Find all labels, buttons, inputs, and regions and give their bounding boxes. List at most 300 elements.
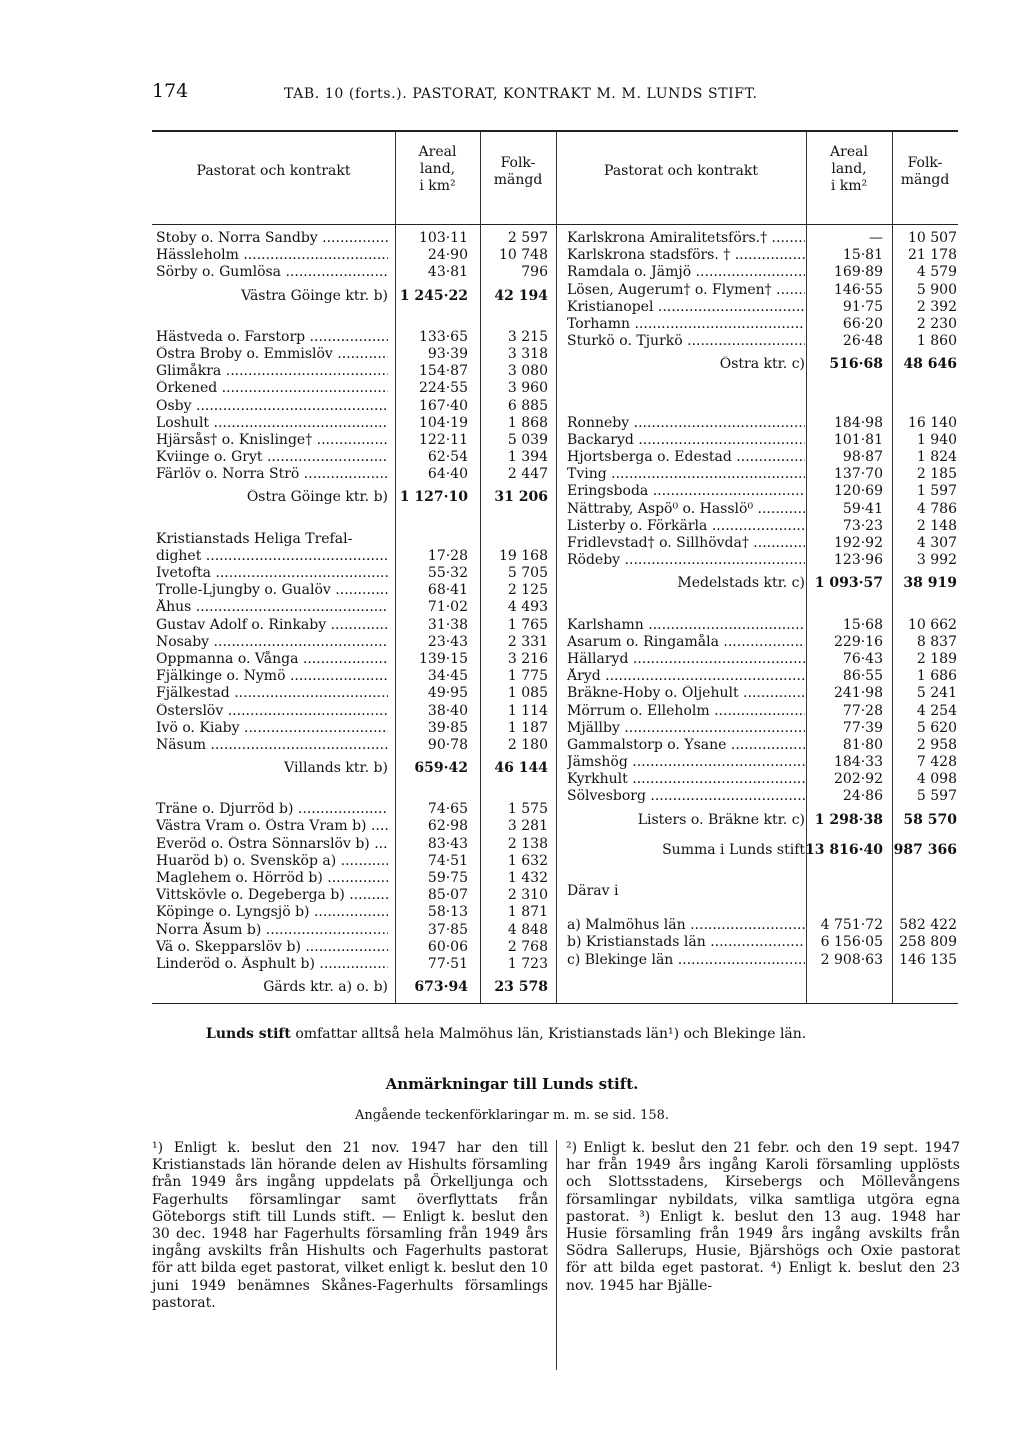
areal-value: 1 093·57	[814, 575, 883, 592]
pastorat-name: Östra ktr. c)	[719, 356, 805, 373]
pastorat-name: Näsum .....	[156, 737, 388, 754]
folkmangd-value: 3 281	[507, 818, 548, 835]
folkmangd-value: 2 185	[916, 466, 957, 483]
folkmangd-value: 1 085	[507, 685, 548, 702]
pastorat-name: Österslöv .....	[156, 703, 388, 720]
folkmangd-value: 1 686	[916, 668, 957, 685]
table-row	[567, 264, 959, 281]
areal-value: —	[869, 230, 883, 246]
footnote-right: ²) Enligt k. beslut den 21 febr. och den 19 sept. 1947 har från 1949 års ingång Karoli församling upplösts och Slottsstadens, Kirsebergs och Möllevångens församlingar nybildats, vilka samtliga utgöra egna pastorat. ³) Enligt k. beslut den 13 aug. 1948 har Husie församling från 1949 års ingång avskilts från Södra Sallerups, Husie, Bjärshögs och Oxie pastorat för att bilda eget pastorat. ⁴) Enligt k. beslut den 23 nov. 1945 har Bjälle-	[566, 1140, 960, 1294]
table-row	[567, 771, 959, 788]
folkmangd-value: 2 958	[916, 736, 957, 753]
pastorat-name: Hästveda o. Farstorp .....	[156, 329, 388, 346]
table-row	[567, 552, 959, 569]
pastorat-name: Listers o. Bräkne ktr. c)	[637, 811, 805, 828]
pastorat-name: Jämshög .....	[567, 754, 805, 771]
table-row	[567, 866, 959, 883]
areal-value: 184·98	[834, 414, 883, 431]
folkmangd-value: 4 254	[916, 702, 957, 719]
areal-value: 74·65	[427, 801, 468, 818]
folkmangd-value: 1 432	[507, 870, 548, 886]
table-row	[567, 934, 959, 951]
areal-value: 55·32	[427, 565, 468, 581]
folkmangd-value: 42 194	[494, 287, 548, 304]
folkmangd-value: 1 723	[507, 955, 548, 972]
pastorat-name: Träne o. Djurröd b) .....	[156, 801, 388, 818]
table-row	[567, 230, 959, 247]
table-row	[567, 754, 959, 771]
pastorat-name: Tving .....	[567, 466, 805, 483]
header-areal-right: Areal land, i km²	[830, 144, 868, 194]
pastorat-name: Mörrum o. Elleholm .....	[567, 703, 805, 720]
pastorat-name: Sturkö o. Tjurkö .....	[567, 333, 805, 350]
folkmangd-value: 31 206	[494, 489, 548, 506]
areal-value: 59·41	[842, 500, 883, 517]
folkmangd-value: 23 578	[494, 979, 548, 996]
table-row	[156, 582, 556, 599]
areal-value: 192·92	[834, 535, 883, 551]
table-row	[567, 299, 959, 316]
areal-value: 68·41	[427, 582, 468, 599]
header-folk-right: Folk- mängd	[900, 155, 950, 188]
folkmangd-value: 2 180	[507, 736, 548, 753]
folkmangd-value: 3 960	[507, 380, 548, 397]
table-row	[156, 939, 556, 956]
table-top-rule	[152, 130, 958, 132]
pastorat-name: dighet .....	[156, 548, 388, 565]
folkmangd-value: 3 080	[507, 363, 548, 380]
table-row	[567, 483, 959, 500]
folkmangd-value: 1 394	[507, 449, 548, 466]
table-row	[156, 449, 556, 466]
areal-value: 58·13	[427, 904, 468, 921]
pastorat-name: Kyrkhult .....	[567, 771, 805, 788]
table-row	[156, 380, 556, 397]
left-table-body	[156, 230, 556, 1003]
pastorat-name: Backaryd .....	[567, 432, 805, 449]
footnote-left: ¹) Enligt k. beslut den 21 nov. 1947 har den till Kristianstads län hörande delen av Hishults församling från 1949 års ingång uppdelats på Örkelljunga och Fagerhults församlingar samt överflyttats från Göteborgs stift till Lunds stift. — Enligt k. beslut den 30 dec. 1948 har Fagerhults församling från 1949 års ingång avskilts från Hishults och Fagerhults pastorat för att bilda eget pastorat, vilket enligt k. beslut den 10 juni 1949 benämnes Skånes-Fagerhults församlings pastorat.	[152, 1140, 548, 1311]
pastorat-name: Karlshamn .....	[567, 617, 805, 634]
pastorat-name: Summa i Lunds stift	[662, 841, 805, 858]
pastorat-name: Kviinge o. Gryt .....	[156, 449, 388, 466]
total-row	[567, 569, 959, 599]
areal-value: 13 816·40	[805, 841, 883, 858]
table-row	[567, 415, 959, 432]
areal-value: 24·90	[427, 247, 468, 264]
table-row	[156, 531, 556, 548]
table-row	[156, 956, 556, 973]
areal-value: 83·43	[427, 835, 468, 852]
areal-value: 24·86	[842, 788, 883, 805]
table-row	[156, 548, 556, 565]
folkmangd-value: 19 168	[499, 547, 548, 564]
areal-value: 73·23	[842, 517, 883, 534]
folkmangd-value: 1 775	[507, 668, 548, 685]
areal-value: 90·78	[427, 736, 468, 753]
areal-value: 66·20	[842, 315, 883, 332]
table-row	[567, 449, 959, 466]
areal-value: 229·16	[834, 633, 883, 650]
table-row	[156, 432, 556, 449]
pastorat-name: Medelstads ktr. c)	[677, 575, 805, 592]
pastorat-name: Fjälkestad .....	[156, 685, 388, 702]
areal-value: 167·40	[419, 397, 468, 414]
pastorat-name: Villands ktr. b)	[284, 760, 388, 777]
table-row	[567, 737, 959, 754]
table-row	[156, 922, 556, 939]
table-row	[156, 398, 556, 415]
table-row	[156, 887, 556, 904]
pastorat-name: Nosaby .....	[156, 634, 388, 651]
right-table-body	[567, 230, 959, 969]
areal-value: 673·94	[414, 979, 468, 996]
areal-value: 241·98	[834, 685, 883, 702]
table-row	[156, 466, 556, 483]
areal-value: 6 156·05	[820, 934, 883, 951]
pastorat-name: Vä o. Skepparslöv b) .....	[156, 939, 388, 956]
folkmangd-value: 6 885	[507, 397, 548, 414]
pastorat-name: Ramdala o. Jämjö .....	[567, 264, 805, 281]
table-row	[567, 788, 959, 805]
table-row	[156, 634, 556, 651]
pastorat-name: Örkened .....	[156, 380, 388, 397]
table-row	[567, 599, 959, 616]
pastorat-name: Norra Åsum b) .....	[156, 922, 388, 939]
areal-value: 123·96	[834, 552, 883, 569]
pastorat-name: Karlskrona stadsförs. † .....	[567, 247, 805, 264]
table-row	[567, 952, 959, 969]
table-row	[567, 668, 959, 685]
table-row	[567, 333, 959, 350]
areal-value: 17·28	[427, 547, 468, 564]
pastorat-name: Loshult .....	[156, 415, 388, 432]
table-row	[156, 599, 556, 616]
areal-value: 23·43	[427, 633, 468, 650]
pastorat-name: Kristianstads Heliga Trefal-	[156, 530, 353, 547]
folkmangd-value: 1 868	[507, 414, 548, 431]
pastorat-name: Fridlevstad† o. Sillhövda† .....	[567, 535, 805, 552]
folkmangd-value: 1 940	[916, 431, 957, 448]
areal-value: 60·06	[427, 938, 468, 955]
total-row	[156, 282, 556, 312]
folkmangd-value: 2 331	[507, 633, 548, 650]
table-row	[156, 312, 556, 329]
areal-value: 39·85	[427, 719, 468, 736]
pastorat-name: Västra Göinge ktr. b)	[241, 287, 388, 304]
pastorat-name: Sörby o. Gumlösa .....	[156, 264, 388, 281]
folkmangd-value: 2 447	[507, 466, 548, 483]
areal-value: 74·51	[427, 852, 468, 869]
folkmangd-value: 21 178	[908, 247, 957, 264]
pastorat-name: a) Malmöhus län .....	[567, 917, 805, 934]
pastorat-name: Västra Vram o. Östra Vram b) .....	[156, 818, 388, 835]
pastorat-name: Rödeby .....	[567, 552, 805, 569]
table-row	[156, 737, 556, 754]
table-row	[156, 363, 556, 380]
pastorat-name: Åryd .....	[567, 668, 805, 685]
pastorat-name: Huaröd b) o. Svensköp a) .....	[156, 853, 388, 870]
folkmangd-value: 2 138	[507, 835, 548, 852]
areal-value: 169·89	[834, 264, 883, 281]
folkmangd-value: 48 646	[903, 356, 957, 373]
folkmangd-value: 4 098	[916, 771, 957, 788]
folkmangd-value: 1 860	[916, 333, 957, 350]
areal-value: 516·68	[829, 356, 883, 373]
notes-subtitle: Angående teckenförklaringar m. m. se sid. 158.	[354, 1108, 670, 1123]
table-row	[567, 518, 959, 535]
folkmangd-value: 1 187	[507, 719, 548, 736]
folkmangd-value: 4 786	[916, 500, 957, 517]
folkmangd-value: 5 900	[916, 281, 957, 298]
notes-divider	[556, 1140, 557, 1370]
table-row	[567, 398, 959, 415]
pastorat-name: Stoby o. Norra Sandby .....	[156, 230, 388, 247]
folkmangd-value: 2 768	[507, 938, 548, 955]
folkmangd-value: 16 140	[908, 414, 957, 431]
areal-value: 15·81	[842, 247, 883, 264]
pastorat-name: Hässleholm .....	[156, 247, 388, 264]
pastorat-name: Gammalstorp o. Ysane .....	[567, 737, 805, 754]
running-head: TAB. 10 (forts.). PASTORAT, KONTRAKT M. M. LUNDS STIFT.	[284, 86, 758, 102]
areal-value: 62·54	[427, 449, 468, 466]
pastorat-name: Lösen, Augerum† o. Flymen† .....	[567, 282, 805, 299]
pastorat-name: Eringsboda .....	[567, 483, 805, 500]
folkmangd-value: 796	[521, 264, 548, 281]
areal-value: 77·39	[842, 719, 883, 736]
table-row	[156, 904, 556, 921]
areal-value: 1 245·22	[399, 287, 468, 304]
table-row	[567, 617, 959, 634]
areal-value: 26·48	[842, 333, 883, 350]
pastorat-name: Oppmanna o. Vånga .....	[156, 651, 388, 668]
table-row	[567, 282, 959, 299]
folkmangd-value: 1 575	[507, 801, 548, 818]
pastorat-name: Bräkne-Hoby o. Öljehult .....	[567, 685, 805, 702]
table-row	[567, 651, 959, 668]
folkmangd-value: 38 919	[903, 575, 957, 592]
folkmangd-value: 987 366	[893, 841, 957, 858]
table-row	[156, 870, 556, 887]
table-row	[567, 900, 959, 917]
folkmangd-value: 2 310	[507, 887, 548, 904]
total-row	[567, 806, 959, 836]
folkmangd-value: 2 230	[916, 315, 957, 332]
total-row	[567, 350, 959, 380]
table-row	[567, 535, 959, 552]
folkmangd-value: 2 392	[916, 298, 957, 315]
page-number: 174	[152, 80, 189, 102]
areal-value: 120·69	[834, 483, 883, 500]
areal-value: 4 751·72	[820, 917, 883, 934]
table-row	[156, 685, 556, 702]
folkmangd-value: 258 809	[899, 934, 957, 951]
folkmangd-value: 3 215	[507, 328, 548, 345]
folkmangd-value: 4 848	[507, 921, 548, 938]
table-row	[567, 685, 959, 702]
pastorat-name: Hjärsås† o. Knislinge† .....	[156, 432, 388, 449]
folkmangd-value: 2 189	[916, 650, 957, 667]
header-pastorat-right: Pastorat och kontrakt	[604, 163, 758, 179]
areal-value: 34·45	[427, 668, 468, 685]
pastorat-name: Färlöv o. Norra Strö .....	[156, 466, 388, 483]
pastorat-name: Karlskrona Amiralitetsförs.† .....	[567, 230, 805, 247]
table-row	[156, 329, 556, 346]
folkmangd-value: 2 148	[916, 517, 957, 534]
folkmangd-value: 1 597	[916, 483, 957, 500]
pastorat-name: Ivetofta .....	[156, 565, 388, 582]
summary-line: Lunds stift omfattar alltså hela Malmöhus län, Kristianstads län¹) och Blekinge län.	[206, 1026, 807, 1042]
folkmangd-value: 8 837	[916, 633, 957, 650]
areal-value: 38·40	[427, 702, 468, 719]
areal-value: 184·33	[834, 754, 883, 771]
folkmangd-value: 5 620	[916, 719, 957, 736]
areal-value: 137·70	[834, 466, 883, 483]
folkmangd-value: 5 039	[507, 431, 548, 448]
table-row	[567, 501, 959, 518]
areal-value: 154·87	[419, 363, 468, 380]
table-row	[156, 513, 556, 530]
table-row	[156, 230, 556, 247]
areal-value: 85·07	[427, 887, 468, 904]
col-divider	[556, 132, 557, 1004]
areal-value: 93·39	[427, 345, 468, 362]
areal-value: 37·85	[427, 921, 468, 938]
areal-value: 659·42	[414, 760, 468, 777]
folkmangd-value: 4 579	[916, 264, 957, 281]
table-row	[567, 380, 959, 397]
pastorat-name: Osby .....	[156, 398, 388, 415]
table-row	[567, 634, 959, 651]
total-row	[156, 483, 556, 513]
pastorat-name: Sölvesborg .....	[567, 788, 805, 805]
table-row	[567, 466, 959, 483]
pastorat-name: Trolle-Ljungby o. Gualöv .....	[156, 582, 388, 599]
table-row	[156, 668, 556, 685]
pastorat-name: Listerby o. Förkärla .....	[567, 518, 805, 535]
folkmangd-value: 10 748	[499, 247, 548, 264]
table-row	[156, 801, 556, 818]
folkmangd-value: 582 422	[899, 917, 957, 934]
folkmangd-value: 2 597	[507, 230, 548, 246]
pastorat-name: Everöd o. Östra Sönnarslöv b) .....	[156, 836, 388, 853]
areal-value: 224·55	[419, 380, 468, 397]
areal-value: 77·28	[842, 702, 883, 719]
table-bottom-rule	[152, 1003, 958, 1004]
table-row	[156, 784, 556, 801]
pastorat-name: c) Blekinge län .....	[567, 952, 805, 969]
pastorat-name: Därav i	[567, 882, 619, 899]
areal-value: 146·55	[834, 281, 883, 298]
pastorat-name: Östra Broby o. Emmislöv .....	[156, 346, 388, 363]
total-row	[156, 973, 556, 1003]
table-row	[156, 264, 556, 281]
header-folk-left: Folk- mängd	[493, 155, 543, 188]
pastorat-name: Torhamn .....	[567, 316, 805, 333]
folkmangd-value: 5 597	[916, 788, 957, 805]
areal-value: 1 298·38	[814, 811, 883, 828]
areal-value: 62·98	[427, 818, 468, 835]
table-row	[156, 818, 556, 835]
folkmangd-value: 146 135	[899, 951, 957, 968]
folkmangd-value: 5 241	[916, 685, 957, 702]
total-row	[567, 836, 959, 866]
header-pastorat-left: Pastorat och kontrakt	[196, 163, 351, 179]
folkmangd-value: 58 570	[903, 811, 957, 828]
table-row	[156, 415, 556, 432]
areal-value: 133·65	[419, 328, 468, 345]
table-row	[156, 836, 556, 853]
areal-value: 77·51	[427, 955, 468, 972]
areal-value: 86·55	[842, 668, 883, 685]
table-row	[156, 720, 556, 737]
folkmangd-value: 1 765	[507, 616, 548, 633]
areal-value: 104·19	[419, 414, 468, 431]
table-row	[156, 703, 556, 720]
table-row	[156, 651, 556, 668]
total-row	[156, 754, 556, 784]
pastorat-name: Ronneby .....	[567, 415, 805, 432]
areal-value: 43·81	[427, 264, 468, 281]
areal-value: 103·11	[419, 230, 468, 246]
areal-value: 1 127·10	[399, 489, 468, 506]
table-row	[156, 617, 556, 634]
table-row	[156, 346, 556, 363]
pastorat-name: Fjälkinge o. Nymö .....	[156, 668, 388, 685]
areal-value: 202·92	[834, 771, 883, 788]
pastorat-name: Maglehem o. Hörröd b) .....	[156, 870, 388, 887]
folkmangd-value: 1 871	[507, 904, 548, 921]
areal-value: 76·43	[842, 650, 883, 667]
header-areal-left: Areal land, i km²	[418, 144, 457, 194]
pastorat-name: Asarum o. Ringamåla .....	[567, 634, 805, 651]
areal-value: 81·80	[842, 736, 883, 753]
pastorat-name: Östra Göinge ktr. b)	[246, 489, 388, 506]
folkmangd-value: 3 318	[507, 345, 548, 362]
pastorat-name: Gärds ktr. a) o. b)	[263, 979, 388, 996]
notes-title: Anmärkningar till Lunds stift.	[385, 1075, 639, 1093]
table-row	[156, 853, 556, 870]
table-row	[567, 720, 959, 737]
folkmangd-value: 10 662	[908, 616, 957, 633]
table-row	[156, 247, 556, 264]
pastorat-name: Hjortsberga o. Edestad .....	[567, 449, 805, 466]
areal-value: 71·02	[427, 599, 468, 616]
folkmangd-value: 3 216	[507, 650, 548, 667]
pastorat-name: Ivö o. Kiaby .....	[156, 720, 388, 737]
areal-value: 101·81	[834, 431, 883, 448]
pastorat-name: Åhus .....	[156, 599, 388, 616]
areal-value: 49·95	[427, 685, 468, 702]
pastorat-name: b) Kristianstads län .....	[567, 934, 805, 951]
areal-value: 139·15	[419, 650, 468, 667]
pastorat-name: Kristianopel .....	[567, 299, 805, 316]
areal-value: 91·75	[842, 298, 883, 315]
pastorat-name: Hällaryd .....	[567, 651, 805, 668]
folkmangd-value: 1 824	[916, 449, 957, 466]
table-row	[567, 316, 959, 333]
table-row	[156, 565, 556, 582]
folkmangd-value: 5 705	[507, 565, 548, 581]
areal-value: 64·40	[427, 466, 468, 483]
folkmangd-value: 3 992	[916, 552, 957, 569]
table-row	[567, 247, 959, 264]
folkmangd-value: 1 114	[507, 702, 548, 719]
table-row	[567, 917, 959, 934]
pastorat-name: Glimåkra .....	[156, 363, 388, 380]
pastorat-name: Vittskövle o. Degeberga b) .....	[156, 887, 388, 904]
folkmangd-value: 4 493	[507, 599, 548, 616]
table-row	[567, 883, 959, 900]
